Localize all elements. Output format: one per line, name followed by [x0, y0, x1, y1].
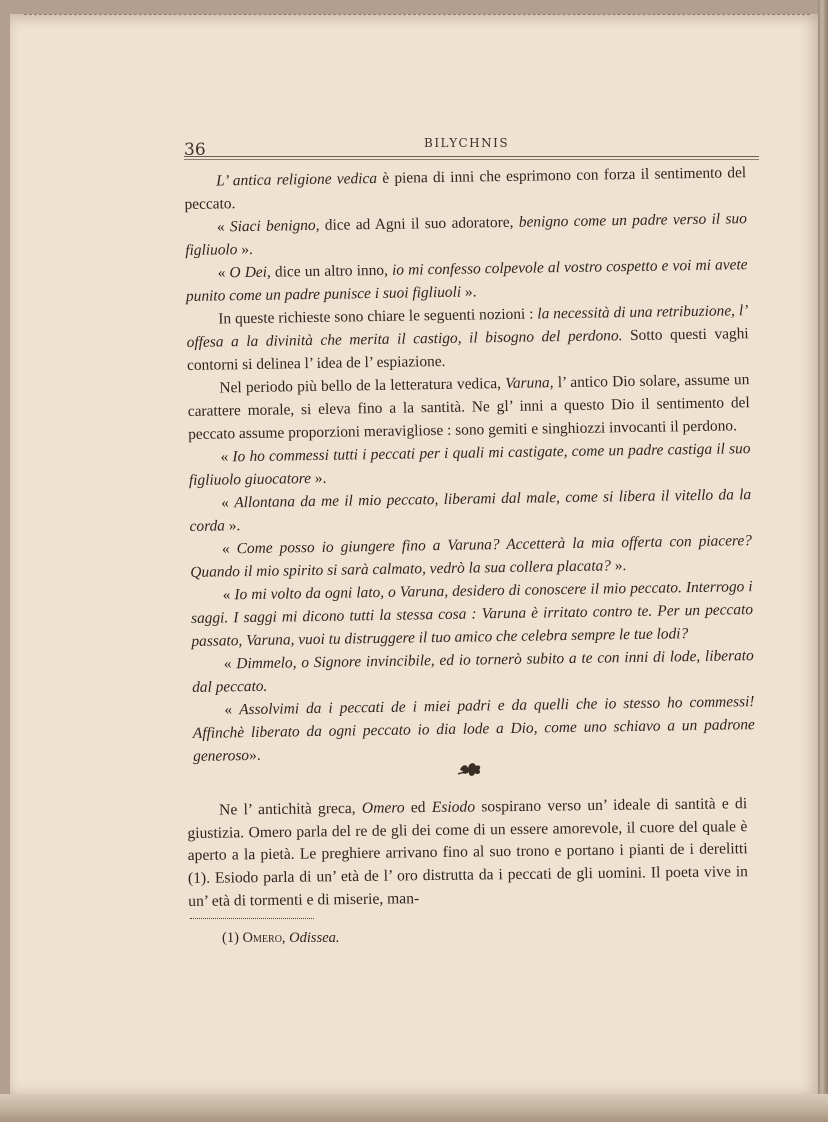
top-dashed-rule — [24, 14, 810, 15]
header-rule-double — [184, 159, 759, 160]
text-run: ». — [224, 517, 241, 535]
text-run: ». — [460, 283, 477, 301]
italic-text: la necessità di una retribuzione, l’ offesa a la divinità che merita il castigo, il bisogno del perdono. — [186, 302, 749, 351]
paragraph — [191, 575, 754, 653]
text-run: Ne l’ antichità greca, — [219, 799, 362, 819]
page-header — [184, 132, 764, 162]
paragraph — [186, 299, 749, 377]
text-run: dice un altro inno, — [270, 261, 393, 281]
page-number: 36 — [184, 140, 206, 160]
text-run: « — [221, 540, 237, 558]
footnote — [222, 930, 340, 947]
italic-text: Allontana da me il mio peccato, liberami dal male, come si libera il vitello da la corda — [189, 486, 752, 535]
book-edge-bottom — [0, 1094, 828, 1122]
text-run: è piena di inni che esprimono con forza il sentimento del peccato. — [184, 164, 747, 213]
text-run: Sotto questi vaghi contorni si delinea l’ idea de l’ espiazione. — [186, 325, 749, 374]
italic-text: Io ho commessi tutti i peccati per i quali mi castigate, come un padre castiga il suo figliuolo giuocatore — [188, 440, 751, 489]
text-run: In queste richieste sono chiare le seguenti nozioni : — [218, 305, 538, 328]
italic-text: Io mi volto da ogni lato, o Varuna, desidero di conoscere il mio peccato. Interrogo i saggi. I saggi mi dicono tutti la stessa cosa : Varuna è irritato contro te. Per un peccato passato, Varuna, vuoi tu distruggere il tuo amico che celebra sempre le tue lodi? — [190, 578, 754, 650]
text-run: « — [223, 655, 237, 673]
footnote-marker: (1) — [222, 930, 243, 946]
text-run: dice ad Agni il suo adoratore, — [319, 213, 519, 234]
footnote-rule — [190, 918, 314, 919]
book-edge-right — [818, 0, 828, 1122]
text-run: « — [221, 494, 235, 512]
text-run: « — [217, 264, 230, 282]
running-title: BILYCHNIS — [424, 136, 510, 150]
footnote-work: Odissea. — [285, 930, 340, 946]
text-run: ». — [248, 746, 261, 765]
italic-text: L’ antica religione vedica — [216, 169, 378, 190]
text-run: ». — [310, 469, 327, 488]
text-run: « — [222, 586, 235, 604]
italic-text: Varuna, — [505, 374, 554, 392]
text-run: « — [220, 448, 233, 466]
text-run: « — [216, 218, 231, 236]
italic-text: Assolvimi da i peccati de i miei padri e da quelli che io stesso ho commessi! Affinchè liberato da ogni peccato io dia lode a Dio, come uno schiavo a un padrone generoso — [192, 693, 755, 765]
body-text-section-2 — [187, 793, 748, 913]
italic-text: Siaci benigno, — [229, 216, 320, 236]
italic-text: io mi confesso colpevole al vostro cospetto e voi mi avete punito come un padre punisce i suoi figliuoli — [185, 256, 748, 305]
header-rule — [184, 156, 759, 157]
italic-text: O Dei, — [229, 263, 271, 282]
italic-text: Come posso io giungere fino a Varuna? Accetterà la mia offerta con piacere? Quando il mio spirito si sarà calmato, vedrò la sua collera placata? — [190, 532, 753, 581]
paragraph — [187, 368, 750, 446]
italic-text: Omero — [361, 799, 405, 817]
italic-text: Dimmelo, o Signore invincibile, ed io tornerò subito a te con inni di lode, liberato dal peccato. — [191, 647, 754, 696]
text-run: ». — [237, 240, 253, 259]
italic-text: Esiodo — [431, 798, 476, 817]
text-run: ». — [610, 557, 627, 575]
italic-text: benigno come un padre verso il suo figliuolo — [185, 210, 747, 259]
text-run: « — [224, 701, 240, 719]
footnote-author: Omero, — [242, 930, 286, 946]
text-run: sospirano verso un’ ideale di santità e di giustizia. Omero parla del re de gli dei come di un essere amorevole, il cuore del quale è aperto a la pietà. Le preghiere arrivano fino al suo trono e portano i pianti de i derelitti (1). Esiodo parla di un’ età de l’ oro distrutta da i peccati de gli uomini. Il poeta vive in un’ età di tormenti e di miserie, man- — [187, 795, 749, 910]
text-run: l’ antico Dio solare, assume un carattere morale, si eleva fino a la santità. Ne gl’ inni a questo Dio il sentimento del peccato assume proporzioni meravigliose : sono gemiti e singhiozzi invocanti il perdono. — [187, 371, 750, 443]
body-text — [184, 161, 755, 768]
text-run: Nel periodo più bello de la letteratura vedica, — [219, 374, 506, 397]
text-run: ed — [404, 799, 432, 817]
paragraph — [187, 793, 748, 913]
fleuron-icon — [456, 756, 484, 778]
